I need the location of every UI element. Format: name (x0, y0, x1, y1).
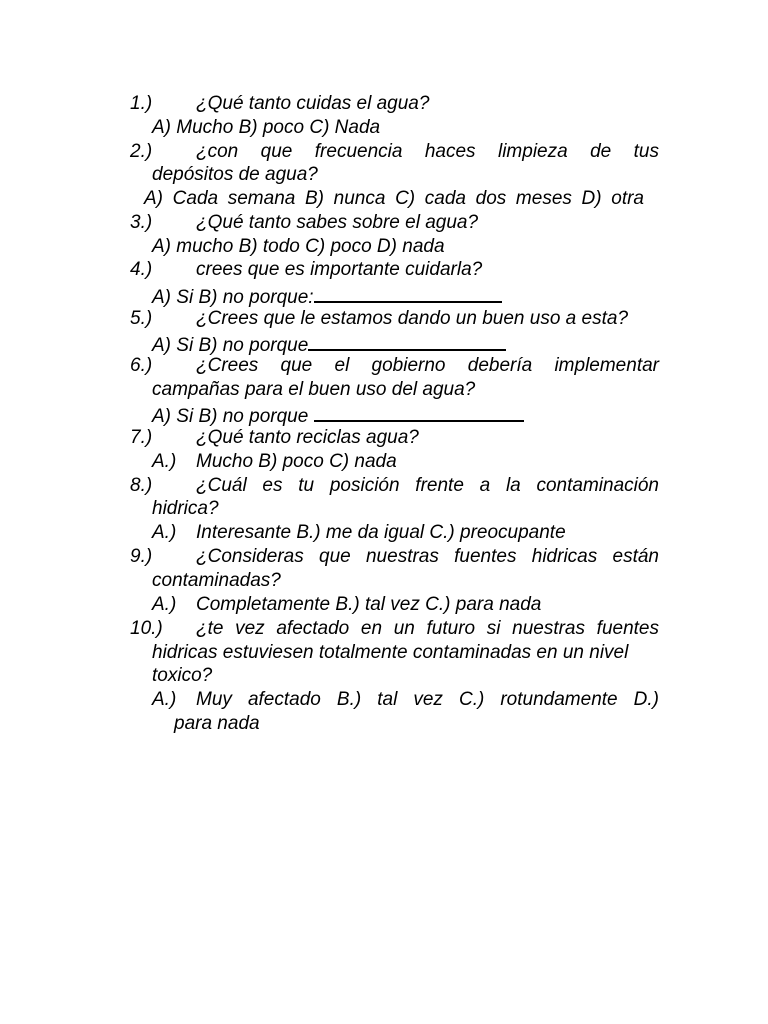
answer-options: A) Cada semana B) nunca C) cada dos meses D) otra (144, 188, 644, 209)
question-text: ¿Qué tanto sabes sobre el agua? (196, 212, 479, 233)
question-number: 2.) (130, 141, 153, 162)
answer-options: Mucho B) poco C) nada (196, 451, 397, 472)
answer-blank[interactable] (314, 402, 524, 422)
question-4 (0, 258, 768, 282)
answer-options-3 (0, 235, 768, 259)
answer-options-continued: para nada (174, 713, 260, 734)
question-10-continued-2 (0, 664, 768, 688)
answer-options-4 (0, 283, 768, 307)
question-2-continued (0, 163, 768, 187)
question-number: 6.) (130, 355, 153, 376)
answer-options-5 (0, 331, 768, 355)
question-text-continued: depósitos de agua? (152, 164, 318, 185)
question-text-continued: contaminadas? (152, 570, 281, 591)
answer-options: A) Si B) no porque (152, 335, 309, 356)
answer-line (152, 402, 524, 429)
answer-options: A) Si B) no porque (152, 406, 314, 427)
answer-label: A.) (152, 522, 177, 543)
answer-options-10 (0, 688, 768, 712)
answer-options: A) Mucho B) poco C) Nada (152, 117, 381, 138)
question-number: 1.) (130, 93, 153, 114)
answer-label: A.) (152, 689, 177, 710)
answer-options-1 (0, 116, 768, 140)
answer-options: A) mucho B) todo C) poco D) nada (152, 236, 445, 257)
answer-options: A) Si B) no porque: (152, 287, 314, 308)
question-6 (0, 354, 768, 378)
question-3 (0, 211, 768, 235)
question-number: 3.) (130, 212, 153, 233)
answer-blank[interactable] (308, 331, 506, 351)
answer-label: A.) (152, 594, 177, 615)
question-9-continued (0, 569, 768, 593)
question-text: ¿Cuál es tu posición frente a la contaminación (196, 475, 659, 496)
question-text-continued: hidrica? (152, 498, 219, 519)
question-5 (0, 307, 768, 331)
answer-options-7 (0, 450, 768, 474)
question-10 (0, 617, 768, 641)
question-number: 8.) (130, 475, 153, 496)
answer-options-6 (0, 402, 768, 426)
question-text: ¿Qué tanto cuidas el agua? (196, 93, 430, 114)
answer-options: Muy afectado B.) tal vez C.) rotundamente D.) (196, 689, 659, 710)
answer-line (152, 283, 502, 310)
question-number: 5.) (130, 308, 153, 329)
answer-label: A.) (152, 451, 177, 472)
question-1 (0, 92, 768, 116)
question-6-continued (0, 378, 768, 402)
question-text: ¿Crees que el gobierno debería implementar (196, 355, 659, 376)
question-2 (0, 140, 768, 164)
question-8-continued (0, 497, 768, 521)
question-number: 10.) (130, 618, 163, 639)
answer-options-8 (0, 521, 768, 545)
question-text: ¿con que frecuencia haces limpieza de tus (196, 141, 659, 162)
question-text: ¿Consideras que nuestras fuentes hidricas están (196, 546, 659, 567)
question-text: ¿Qué tanto reciclas agua? (196, 427, 419, 448)
question-9 (0, 545, 768, 569)
answer-options-2 (0, 187, 768, 211)
answer-options-10-continued (0, 712, 768, 736)
question-7 (0, 426, 768, 450)
question-text-continued: toxico? (152, 665, 213, 686)
question-text-continued: campañas para el buen uso del agua? (152, 379, 476, 400)
question-text-continued: hidricas estuviesen totalmente contaminadas en un nivel (152, 642, 629, 663)
question-number: 7.) (130, 427, 153, 448)
answer-options-9 (0, 593, 768, 617)
question-10-continued (0, 641, 768, 665)
answer-options: Completamente B.) tal vez C.) para nada (196, 594, 542, 615)
question-text: ¿Crees que le estamos dando un buen uso a esta? (196, 308, 629, 329)
question-8 (0, 474, 768, 498)
question-text: crees que es importante cuidarla? (196, 259, 483, 280)
answer-blank[interactable] (314, 283, 502, 303)
question-number: 9.) (130, 546, 153, 567)
question-text: ¿te vez afectado en un futuro si nuestras fuentes (196, 618, 659, 639)
answer-options: Interesante B.) me da igual C.) preocupante (196, 522, 566, 543)
question-number: 4.) (130, 259, 153, 280)
